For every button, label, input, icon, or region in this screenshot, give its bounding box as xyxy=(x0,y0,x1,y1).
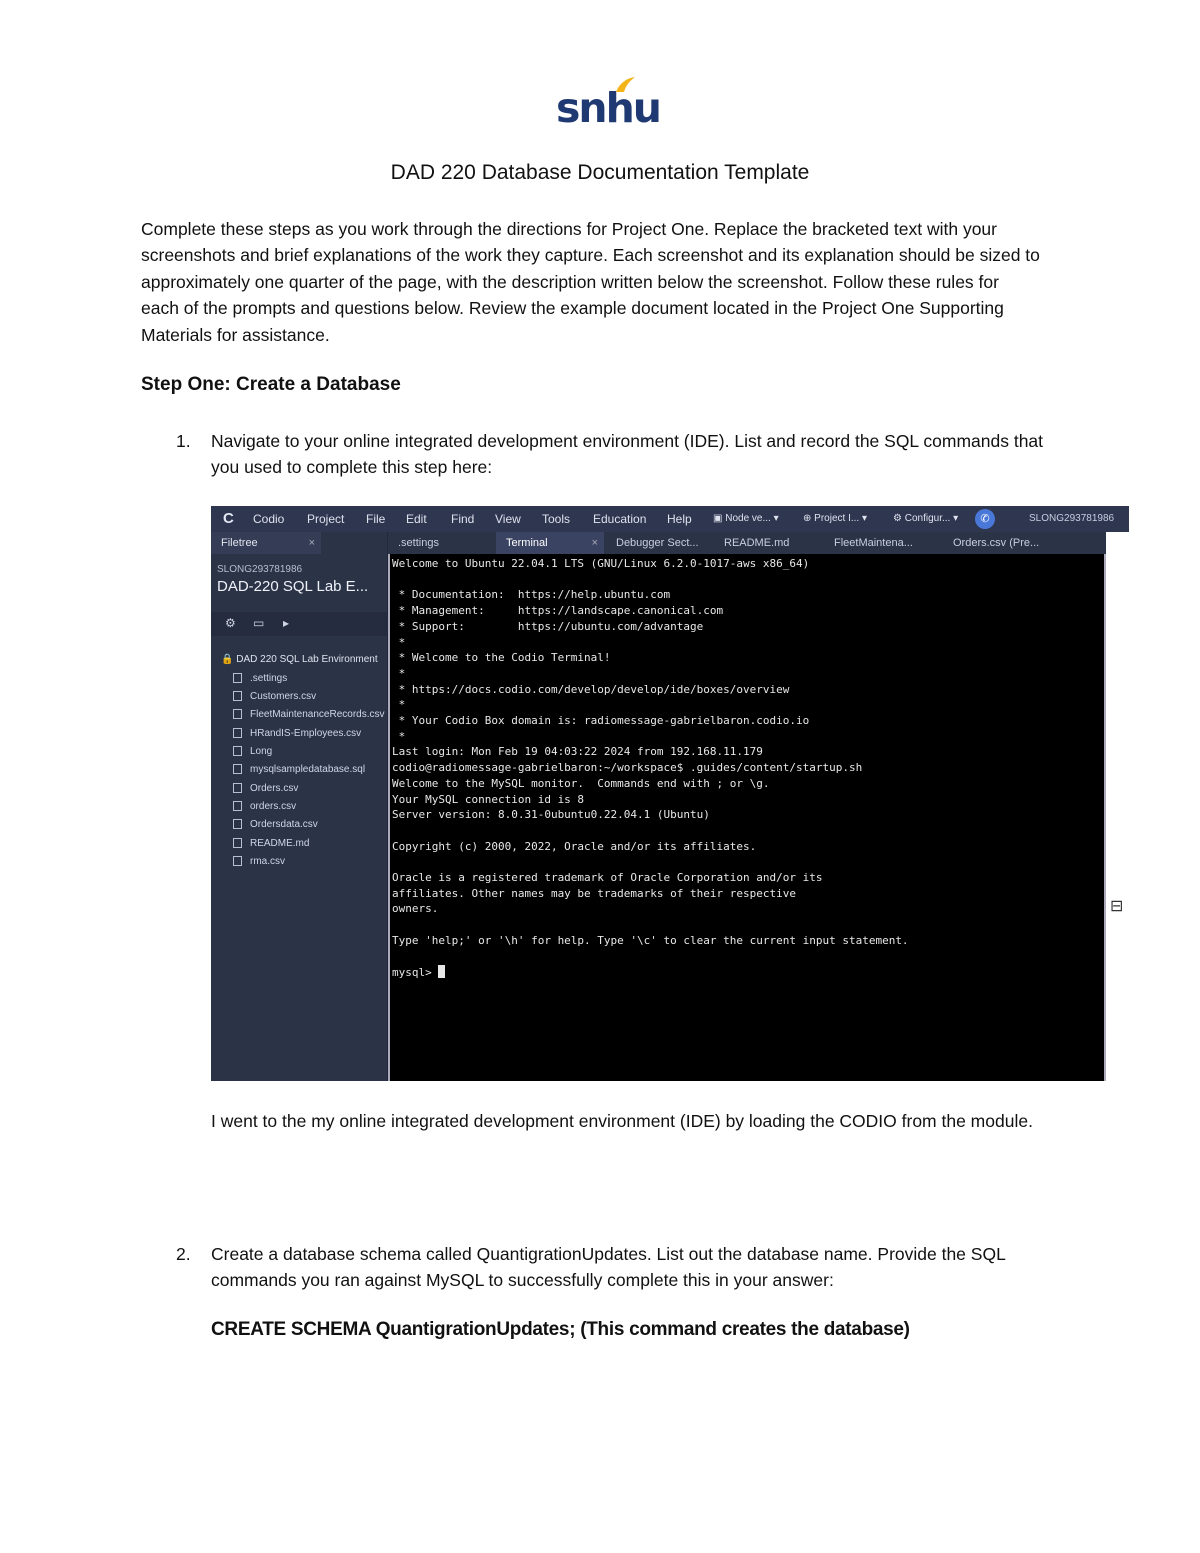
file-icon xyxy=(233,728,242,738)
terminal-line: Your MySQL connection id is 8 xyxy=(392,792,585,806)
item-1-number: 1. xyxy=(176,431,191,451)
file-item[interactable]: mysqlsampledatabase.sql xyxy=(233,764,365,775)
user-id: SLONG293781986 xyxy=(1029,513,1115,524)
intro-paragraph: Complete these steps as you work through the directions for Project One. Replace the bracketed text with your screenshots and brief explanations of the work they capture. Each screenshot and its explanation should be sized to approximately one quarter of the page, with the description written below the screenshot. Follow these rules for each of the prompts and questions below. Review the example document located in the Project One Supporting Materials for assistance. xyxy=(141,219,1040,345)
file-item[interactable]: orders.csv xyxy=(233,801,296,812)
menu-view[interactable]: View xyxy=(495,512,521,526)
terminal-line: * xyxy=(392,729,406,743)
item-2-number: 2. xyxy=(176,1244,191,1264)
ide-menubar xyxy=(211,506,1129,532)
project-name[interactable]: DAD-220 SQL Lab E... xyxy=(217,578,369,595)
menu-help[interactable]: Help xyxy=(667,512,692,526)
sql-command: CREATE SCHEMA QuantigrationUpdates; (This command creates the database) xyxy=(211,1319,910,1340)
window-icon[interactable]: ▭ xyxy=(253,616,265,630)
close-icon[interactable]: × xyxy=(308,537,315,549)
file-icon xyxy=(233,746,242,756)
tab-fleetmaintenance[interactable]: FleetMaintena... xyxy=(834,537,913,549)
terminal-line: * xyxy=(392,698,406,712)
terminal-line: Welcome to Ubuntu 22.04.1 LTS (GNU/Linux 6.2.0-1017-aws x86_64) xyxy=(392,557,810,570)
file-icon xyxy=(233,838,242,848)
logo-text: snhu xyxy=(556,84,660,132)
terminal-line: * Support: https://ubuntu.com/advantage xyxy=(392,619,704,633)
item-1-prompt: Navigate to your online integrated development environment (IDE). List and record the SQL commands that you used to complete this step here: xyxy=(211,431,1044,477)
file-icon xyxy=(233,764,242,774)
file-item[interactable]: rma.csv xyxy=(233,856,285,867)
terminal-line: Oracle is a registered trademark of Oracle Corporation and/or its xyxy=(392,871,823,884)
item-1-explanation: I went to the my online integrated development environment (IDE) by loading the CODIO from the module. xyxy=(211,1111,1033,1131)
file-icon xyxy=(233,819,242,829)
file-icon xyxy=(233,673,242,683)
file-icon xyxy=(233,709,242,719)
user-avatar-icon[interactable]: ✆ xyxy=(975,509,995,529)
menu-project[interactable]: Project xyxy=(307,512,345,526)
tab-readme[interactable]: README.md xyxy=(724,537,790,549)
tab-debugger[interactable]: Debugger Sect... xyxy=(616,537,699,549)
settings-icon[interactable]: ⚙ xyxy=(225,616,236,630)
file-item[interactable]: Customers.csv xyxy=(233,691,316,702)
terminal-line: * Documentation: https://help.ubuntu.com xyxy=(392,588,671,602)
file-item[interactable]: Ordersdata.csv xyxy=(233,819,318,830)
terminal-line: * xyxy=(392,666,406,680)
menu-codio[interactable]: Codio xyxy=(253,512,285,526)
terminal-line: Last login: Mon Feb 19 04:03:22 2024 from 192.168.11.179 xyxy=(392,745,763,759)
scrollbar[interactable] xyxy=(1106,532,1129,1081)
terminal-line: * xyxy=(392,635,406,649)
terminal-window[interactable] xyxy=(388,554,1106,1081)
document-title: DAD 220 Database Documentation Template xyxy=(390,161,810,184)
filetree-tab[interactable]: Filetree × xyxy=(211,532,321,554)
terminal-cursor xyxy=(438,965,445,978)
file-icon xyxy=(233,691,242,701)
file-icon xyxy=(233,783,242,793)
filetree-toolbar xyxy=(211,612,387,636)
snhu-logo xyxy=(556,76,660,134)
file-icon xyxy=(233,856,242,866)
project-dropdown[interactable]: ⊕ Project I... ▾ xyxy=(803,513,867,524)
file-item[interactable]: Long xyxy=(233,746,272,757)
terminal-line: owners. xyxy=(392,902,439,916)
menu-lines-icon[interactable]: ⊟ xyxy=(1110,896,1124,915)
file-item[interactable]: HRandIS-Employees.csv xyxy=(233,728,361,739)
filetree-panel xyxy=(211,532,387,1081)
menu-tools[interactable]: Tools xyxy=(542,512,571,526)
terminal-line: * Your Codio Box domain is: radiomessage-gabrielbaron.codio.io xyxy=(392,714,810,727)
menu-file[interactable]: File xyxy=(366,512,386,526)
menu-edit[interactable]: Edit xyxy=(406,512,427,526)
editor-tabbar xyxy=(388,532,1129,554)
terminal-line: * https://docs.codio.com/develop/develop/ide/boxes/overview xyxy=(392,682,790,696)
terminal-line: codio@radiomessage-gabrielbaron:~/workspace$ .guides/content/startup.sh xyxy=(392,761,863,775)
file-item[interactable]: Orders.csv xyxy=(233,783,298,794)
ide-screenshot xyxy=(211,506,1129,1081)
terminal-line: * Welcome to the Codio Terminal! xyxy=(392,651,611,665)
item-2-prompt: Create a database schema called QuantigrationUpdates. List out the database name. Provide the SQL commands you ran against MySQL to successfully complete this in your answer: xyxy=(211,1244,1006,1290)
node-version-dropdown[interactable]: ▣ Node ve... ▾ xyxy=(713,513,779,524)
tab-orders-preview[interactable]: Orders.csv (Pre... xyxy=(953,537,1040,549)
file-item[interactable]: README.md xyxy=(233,838,309,849)
file-item[interactable]: FleetMaintenanceRecords.csv xyxy=(233,709,385,720)
terminal-line: * Management: https://landscape.canonical.com xyxy=(392,604,724,618)
codio-logo-icon[interactable]: C xyxy=(223,510,234,527)
play-icon[interactable]: ▸ xyxy=(283,616,290,630)
file-item[interactable]: .settings xyxy=(233,673,287,684)
terminal-line: Server version: 8.0.31-0ubuntu0.22.04.1 (Ubuntu) xyxy=(392,808,710,822)
menu-find[interactable]: Find xyxy=(451,512,475,526)
terminal-line: Copyright (c) 2000, 2022, Oracle and/or its affiliates. xyxy=(392,839,757,853)
project-id: SLONG293781986 xyxy=(217,564,303,575)
terminal-line: Type 'help;' or '\h' for help. Type '\c' to clear the current input statement. xyxy=(392,933,909,947)
terminal-line: affiliates. Other names may be trademarks of their respective xyxy=(392,886,796,900)
tab-settings[interactable]: .settings xyxy=(398,537,439,549)
file-icon xyxy=(233,801,242,811)
filetree-root[interactable]: 🔒 DAD 220 SQL Lab Environment xyxy=(221,654,378,665)
terminal-line: Welcome to the MySQL monitor. Commands end with ; or \g. xyxy=(392,776,770,790)
step-heading: Step One: Create a Database xyxy=(141,374,401,395)
configure-dropdown[interactable]: ⚙ Configur... ▾ xyxy=(893,513,959,524)
close-icon[interactable]: × xyxy=(591,537,598,549)
flame-icon xyxy=(614,76,636,94)
menu-education[interactable]: Education xyxy=(593,512,647,526)
tab-terminal[interactable]: Terminal × xyxy=(496,532,604,554)
terminal-line: mysql> xyxy=(392,965,445,979)
